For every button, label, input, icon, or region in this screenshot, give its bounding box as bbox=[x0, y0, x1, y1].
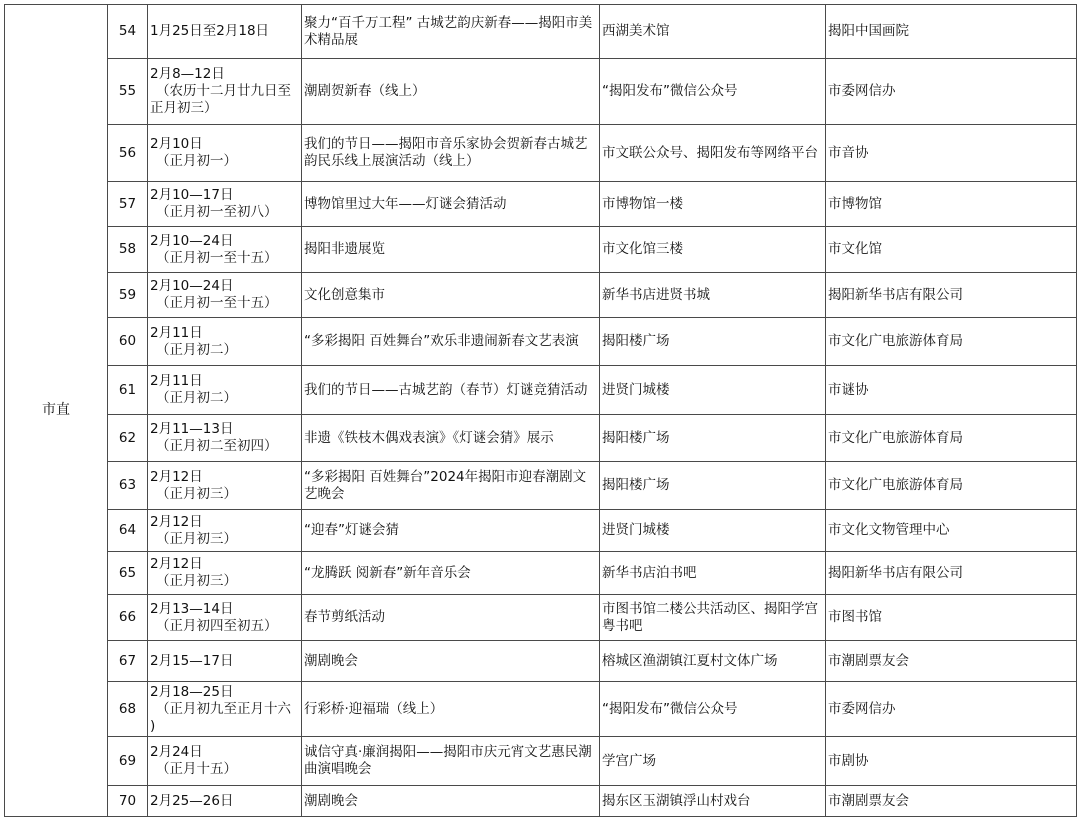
date-cell bbox=[148, 59, 302, 125]
venue-cell: 揭阳楼广场 bbox=[600, 462, 826, 510]
date-cell bbox=[148, 415, 302, 462]
date-line: （正月初一） bbox=[156, 153, 237, 169]
date-line: 2月18—25日 bbox=[150, 683, 234, 700]
table-row bbox=[5, 510, 1077, 552]
venue-cell: 揭阳楼广场 bbox=[600, 318, 826, 366]
date-line: 2月11日 bbox=[150, 373, 203, 389]
table-row bbox=[5, 273, 1077, 318]
table-row bbox=[5, 415, 1077, 462]
date-cell bbox=[148, 182, 302, 227]
activity-cell: 潮剧晚会 bbox=[302, 641, 600, 682]
date-line: 2月10日 bbox=[150, 136, 203, 152]
venue-cell: 榕城区渔湖镇江夏村文体广场 bbox=[600, 641, 826, 682]
organizer-cell: 揭阳新华书店有限公司 bbox=[826, 273, 1077, 318]
table-row bbox=[5, 641, 1077, 682]
table-row bbox=[5, 552, 1077, 595]
row-number: 70 bbox=[108, 786, 148, 817]
row-number: 54 bbox=[108, 5, 148, 59]
row-number: 59 bbox=[108, 273, 148, 318]
row-number: 56 bbox=[108, 125, 148, 182]
venue-cell: “揭阳发布”微信公众号 bbox=[600, 682, 826, 737]
venue-cell: 揭东区玉湖镇浮山村戏台 bbox=[600, 786, 826, 817]
table-row bbox=[5, 125, 1077, 182]
venue-cell: 揭阳楼广场 bbox=[600, 415, 826, 462]
table-row bbox=[5, 318, 1077, 366]
date-line: 2月25—26日 bbox=[150, 792, 234, 809]
organizer-cell: 市剧协 bbox=[826, 737, 1077, 786]
activity-cell: 我们的节日——古城艺韵（春节）灯谜竞猜活动 bbox=[302, 366, 600, 415]
venue-cell: 市文联公众号、揭阳发布等网络平台 bbox=[600, 125, 826, 182]
date-line: （农历十二月廿九日至 bbox=[156, 83, 291, 99]
row-number: 69 bbox=[108, 737, 148, 786]
table-row bbox=[5, 59, 1077, 125]
date-line: 正月初三） bbox=[150, 100, 218, 116]
date-line: （正月初一至十五） bbox=[156, 249, 278, 266]
activity-cell: 非遗《铁枝木偶戏表演》《灯谜会猜》展示 bbox=[302, 415, 600, 462]
date-line: 2月12日 bbox=[150, 556, 203, 572]
table-row bbox=[5, 182, 1077, 227]
date-cell bbox=[148, 273, 302, 318]
date-cell bbox=[148, 366, 302, 415]
venue-cell: 市图书馆二楼公共活动区、揭阳学宫粤书吧 bbox=[600, 595, 826, 641]
date-line: （正月初二） bbox=[156, 341, 237, 358]
row-number: 67 bbox=[108, 641, 148, 682]
organizer-cell: 市谜协 bbox=[826, 366, 1077, 415]
date-line: （正月初三） bbox=[156, 573, 237, 589]
date-line: （正月初一至十五） bbox=[156, 295, 278, 311]
organizer-cell: 市潮剧票友会 bbox=[826, 641, 1077, 682]
venue-cell: 市文化馆三楼 bbox=[600, 227, 826, 273]
venue-cell: 新华书店泊书吧 bbox=[600, 552, 826, 595]
date-line: 2月10—24日 bbox=[150, 278, 234, 294]
table-row bbox=[5, 5, 1077, 59]
date-cell bbox=[148, 737, 302, 786]
activity-cell: “龙腾跃 阅新春”新年音乐会 bbox=[302, 552, 600, 595]
date-line: （正月初四至初五） bbox=[156, 617, 278, 634]
date-line: （正月初三） bbox=[156, 485, 237, 502]
date-line: （正月十五） bbox=[156, 761, 237, 777]
organizer-cell: 市文化广电旅游体育局 bbox=[826, 318, 1077, 366]
table-body bbox=[5, 5, 1077, 817]
organizer-cell: 市图书馆 bbox=[826, 595, 1077, 641]
activity-cell: 诚信守真·廉润揭阳——揭阳市庆元宵文艺惠民潮曲演唱晚会 bbox=[302, 737, 600, 786]
date-cell bbox=[148, 641, 302, 682]
activity-schedule-table bbox=[4, 4, 1077, 817]
date-cell bbox=[148, 510, 302, 552]
venue-cell: 进贤门城楼 bbox=[600, 510, 826, 552]
date-line: 2月11日 bbox=[150, 324, 203, 341]
date-line: 1月25日至2月18日 bbox=[150, 23, 270, 39]
date-cell bbox=[148, 227, 302, 273]
row-number: 60 bbox=[108, 318, 148, 366]
row-number: 58 bbox=[108, 227, 148, 273]
row-number: 63 bbox=[108, 462, 148, 510]
activity-cell: 聚力“百千万工程” 古城艺韵庆新春——揭阳市美术精品展 bbox=[302, 5, 600, 59]
venue-cell: “揭阳发布”微信公众号 bbox=[600, 59, 826, 125]
organizer-cell: 市文化文物管理中心 bbox=[826, 510, 1077, 552]
date-line: 2月24日 bbox=[150, 744, 203, 760]
table-row bbox=[5, 737, 1077, 786]
activity-cell: 我们的节日——揭阳市音乐家协会贺新春古城艺韵民乐线上展演活动（线上） bbox=[302, 125, 600, 182]
date-line: 2月15—17日 bbox=[150, 652, 234, 669]
activity-cell: 春节剪纸活动 bbox=[302, 595, 600, 641]
date-line: 2月12日 bbox=[150, 468, 203, 485]
date-cell bbox=[148, 318, 302, 366]
activity-cell: 潮剧贺新春（线上） bbox=[302, 59, 600, 125]
date-cell bbox=[148, 552, 302, 595]
row-number: 57 bbox=[108, 182, 148, 227]
venue-cell: 西湖美术馆 bbox=[600, 5, 826, 59]
region-cell: 市直 bbox=[5, 5, 108, 817]
activity-cell: 博物馆里过大年——灯谜会猜活动 bbox=[302, 182, 600, 227]
date-cell bbox=[148, 125, 302, 182]
date-cell bbox=[148, 462, 302, 510]
date-line: 2月8—12日 bbox=[150, 66, 225, 82]
date-line: （正月初九至正月十六 bbox=[156, 700, 291, 717]
activity-cell: 潮剧晚会 bbox=[302, 786, 600, 817]
date-line: ) bbox=[150, 717, 156, 734]
organizer-cell: 市博物馆 bbox=[826, 182, 1077, 227]
activity-cell: 文化创意集市 bbox=[302, 273, 600, 318]
venue-cell: 学宫广场 bbox=[600, 737, 826, 786]
row-number: 64 bbox=[108, 510, 148, 552]
date-line: 2月10—17日 bbox=[150, 187, 234, 203]
organizer-cell: 揭阳新华书店有限公司 bbox=[826, 552, 1077, 595]
date-cell bbox=[148, 786, 302, 817]
date-line: （正月初三） bbox=[156, 530, 237, 547]
table-row bbox=[5, 786, 1077, 817]
activity-cell: “多彩揭阳 百姓舞台”2024年揭阳市迎春潮剧文艺晚会 bbox=[302, 462, 600, 510]
row-number: 61 bbox=[108, 366, 148, 415]
organizer-cell: 市文化广电旅游体育局 bbox=[826, 415, 1077, 462]
date-line: 2月11—13日 bbox=[150, 421, 234, 437]
table-row bbox=[5, 682, 1077, 737]
organizer-cell: 市潮剧票友会 bbox=[826, 786, 1077, 817]
date-cell bbox=[148, 682, 302, 737]
date-line: （正月初二至初四） bbox=[156, 438, 278, 454]
table-row bbox=[5, 366, 1077, 415]
activity-cell: “迎春”灯谜会猜 bbox=[302, 510, 600, 552]
organizer-cell: 揭阳中国画院 bbox=[826, 5, 1077, 59]
date-line: 2月10—24日 bbox=[150, 232, 234, 249]
table-row bbox=[5, 462, 1077, 510]
table-row bbox=[5, 227, 1077, 273]
row-number: 66 bbox=[108, 595, 148, 641]
venue-cell: 新华书店进贤书城 bbox=[600, 273, 826, 318]
row-number: 65 bbox=[108, 552, 148, 595]
activity-cell: 行彩桥·迎福瑞（线上） bbox=[302, 682, 600, 737]
activity-cell: “多彩揭阳 百姓舞台”欢乐非遗闹新春文艺表演 bbox=[302, 318, 600, 366]
row-number: 62 bbox=[108, 415, 148, 462]
organizer-cell: 市音协 bbox=[826, 125, 1077, 182]
date-cell bbox=[148, 595, 302, 641]
table-row bbox=[5, 595, 1077, 641]
date-line: （正月初二） bbox=[156, 390, 237, 406]
date-line: 2月12日 bbox=[150, 513, 203, 530]
date-line: （正月初一至初八） bbox=[156, 204, 278, 220]
activity-cell: 揭阳非遗展览 bbox=[302, 227, 600, 273]
organizer-cell: 市文化馆 bbox=[826, 227, 1077, 273]
date-line: 2月13—14日 bbox=[150, 600, 234, 617]
organizer-cell: 市委网信办 bbox=[826, 682, 1077, 737]
venue-cell: 进贤门城楼 bbox=[600, 366, 826, 415]
row-number: 55 bbox=[108, 59, 148, 125]
row-number: 68 bbox=[108, 682, 148, 737]
venue-cell: 市博物馆一楼 bbox=[600, 182, 826, 227]
organizer-cell: 市委网信办 bbox=[826, 59, 1077, 125]
organizer-cell: 市文化广电旅游体育局 bbox=[826, 462, 1077, 510]
date-cell bbox=[148, 5, 302, 59]
